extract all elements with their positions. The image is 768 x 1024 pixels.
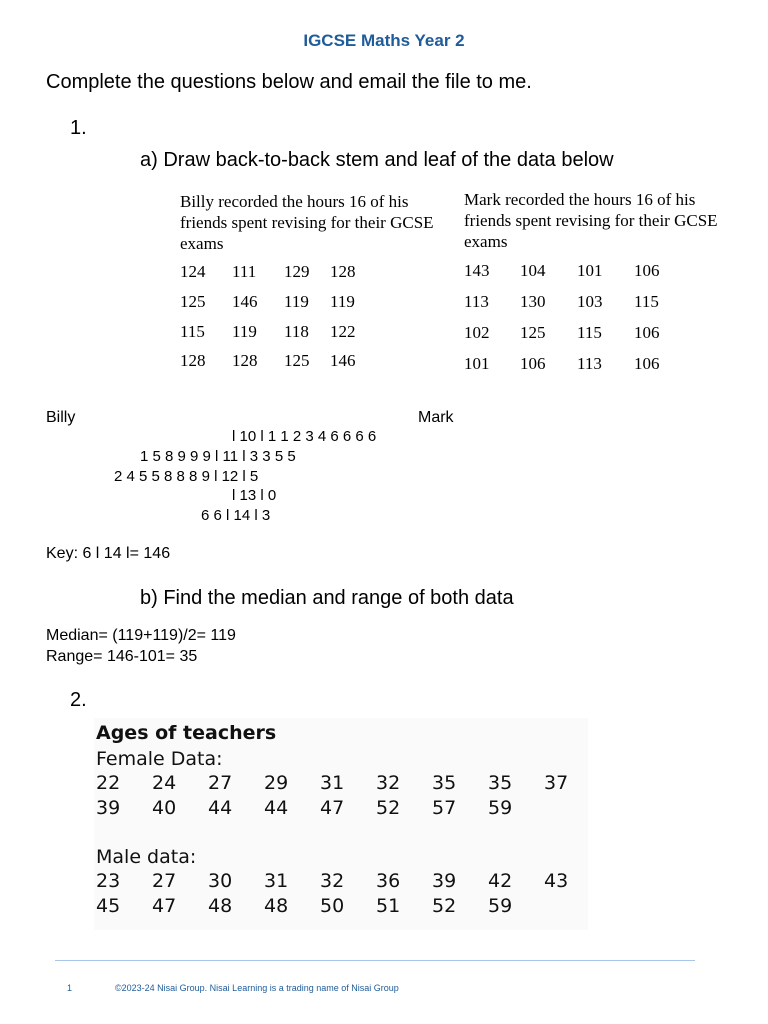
mark-value: 104 [520,261,546,280]
male-age: 48 [208,895,233,917]
mark-value: 106 [634,261,660,280]
billy-value: 125 [180,292,206,311]
billy-value: 128 [232,351,258,370]
male-age: 51 [376,895,401,917]
female-data-label: Female Data: [96,748,223,770]
mark-value: 102 [464,323,490,342]
female-age: 31 [320,772,345,794]
mark-value: 115 [634,292,659,311]
male-age: 50 [320,895,345,917]
female-age: 24 [152,772,177,794]
female-age: 40 [152,797,177,819]
range-answer: Range= 146-101= 35 [46,648,198,665]
billy-value: 124 [180,262,206,281]
mark-value: 130 [520,292,546,311]
female-age: 37 [544,772,569,794]
mark-value: 106 [634,354,660,373]
billy-value: 111 [232,262,257,281]
male-age: 45 [96,895,121,917]
billy-value: 118 [284,322,309,341]
teacher-ages-heading: Ages of teachers [96,722,277,744]
female-age: 35 [432,772,457,794]
male-age: 23 [96,870,121,892]
female-age: 32 [376,772,401,794]
mark-value: 113 [464,292,489,311]
billy-description: Billy recorded the hours 16 of his friends spent revising for their GCSE exams [180,192,434,253]
male-age: 39 [432,870,457,892]
billy-value: 128 [330,262,356,281]
teacher-ages-image [94,718,588,930]
female-age: 29 [264,772,289,794]
billy-value: 129 [284,262,310,281]
billy-value: 128 [180,351,206,370]
document-title: IGCSE Maths Year 2 [303,31,465,50]
billy-value: 125 [284,351,310,370]
male-age: 43 [544,870,569,892]
page-number: 1 [67,983,73,993]
female-age: 22 [96,772,121,794]
male-age: 30 [208,870,233,892]
median-answer: Median= (119+119)/2= 119 [46,627,236,644]
billy-value: 119 [330,292,355,311]
female-age: 35 [488,772,513,794]
mark-label: Mark [418,409,454,426]
male-age: 27 [152,870,177,892]
footer-copyright: ©2023-24 Nisai Group. Nisai Learning is a trading name of Nisai Group [115,983,399,993]
male-age: 47 [152,895,177,917]
instructions: Complete the questions below and email the file to me. [46,71,532,93]
male-age: 31 [264,870,289,892]
male-age: 59 [488,895,513,917]
male-data-label: Male data: [96,846,197,868]
billy-value: 119 [232,322,257,341]
stem-leaf-row: l 10 l 1 1 2 3 4 6 6 6 6 [232,428,377,445]
mark-value: 125 [520,323,546,342]
question-1b-text: b) Find the median and range of both data [140,587,514,609]
billy-value: 146 [232,292,258,311]
male-age: 52 [432,895,457,917]
female-age: 57 [432,797,457,819]
billy-label: Billy [46,409,76,426]
billy-value: 122 [330,322,356,341]
female-age: 27 [208,772,233,794]
billy-value: 115 [180,322,205,341]
female-age: 39 [96,797,121,819]
billy-value: 119 [284,292,309,311]
question-1-number: 1. [70,117,87,139]
mark-description: Mark recorded the hours 16 of his friends spent revising for their GCSE exams [464,190,718,251]
stem-leaf-row: l 13 l 0 [232,487,277,504]
stem-leaf-row: 1 5 8 9 9 9 l 11 l 3 3 5 5 [140,448,296,465]
footer-divider [55,960,695,961]
stem-leaf-key: Key: 6 l 14 l= 146 [46,545,171,562]
female-age: 47 [320,797,345,819]
male-age: 32 [320,870,345,892]
mark-value: 101 [577,261,603,280]
mark-value: 143 [464,261,490,280]
mark-value: 106 [634,323,660,342]
male-age: 36 [376,870,401,892]
billy-value: 146 [330,351,356,370]
mark-value: 115 [577,323,602,342]
female-age: 44 [208,797,233,819]
stem-leaf-row: 2 4 5 5 8 8 8 9 l 12 l 5 [114,468,259,485]
female-age: 52 [376,797,401,819]
mark-value: 113 [577,354,602,373]
female-age: 59 [488,797,513,819]
question-1a-text: a) Draw back-to-back stem and leaf of the data below [140,149,614,171]
question-2-number: 2. [70,689,87,711]
male-age: 48 [264,895,289,917]
female-age: 44 [264,797,289,819]
mark-value: 106 [520,354,546,373]
mark-value: 101 [464,354,490,373]
male-age: 42 [488,870,513,892]
mark-value: 103 [577,292,603,311]
stem-leaf-row: 6 6 l 14 l 3 [201,507,271,524]
